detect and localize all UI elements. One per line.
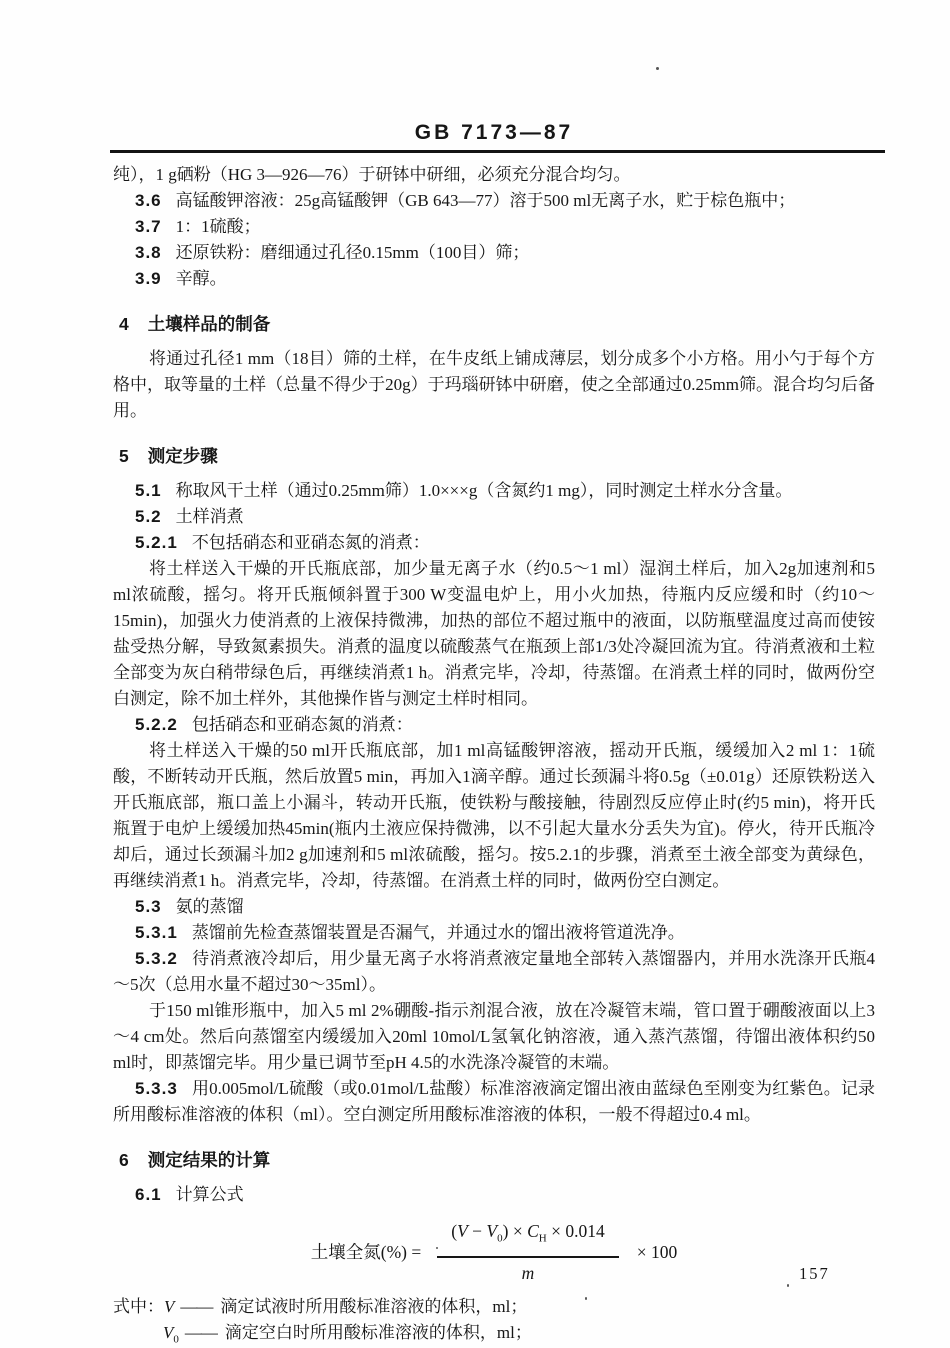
clause-5-2: [113, 504, 875, 530]
clause-text: 辛醇。: [175, 269, 227, 288]
definition-dash: ——: [180, 1296, 213, 1316]
formula-var-m: m: [521, 1262, 535, 1283]
formula-sub-h: H: [538, 1232, 547, 1245]
clause-5-2-2: [113, 712, 875, 738]
clause-number: 3.7: [135, 217, 162, 236]
clause-3-6: [113, 188, 875, 214]
clause-text: 称取风干土样（通过0.25mm筛）1.0×××g（含氮约1 mg），同时测定土样水分含量。: [175, 481, 793, 500]
section-number: 6: [119, 1150, 130, 1170]
formula-sub-0: 0: [497, 1232, 503, 1245]
scan-speck: [585, 1297, 587, 1300]
section-number: 4: [119, 314, 130, 334]
page-number: 157: [799, 1264, 830, 1283]
definition-v0: [163, 1320, 875, 1348]
clause-text: 包括硝态和亚硝态氮的消煮：: [191, 715, 413, 734]
formula-denominator: [437, 1258, 618, 1286]
section-4-heading: [113, 311, 875, 337]
definition-text: 滴定试液时所用酸标准溶液的体积，ml；: [220, 1296, 528, 1316]
clause-number: 5.3.3: [135, 1079, 178, 1098]
clause-number: 3.8: [135, 243, 162, 262]
clause-5-3-3: [113, 1076, 875, 1128]
formula-minus: −: [467, 1221, 487, 1241]
symbol-sub-0: 0: [173, 1332, 179, 1345]
formula-numerator: [437, 1218, 618, 1258]
clause-6-1: [113, 1182, 875, 1208]
formula-multiplier: × 100: [636, 1241, 678, 1262]
definition-dash: ——: [184, 1322, 217, 1342]
scan-speck: [787, 1284, 789, 1287]
clause-number: 5.3.1: [135, 923, 178, 942]
clause-number: 5.3.2: [135, 949, 178, 968]
clause-text: 还原铁粉：磨细通过孔径0.15mm（100目）筛；: [175, 243, 530, 262]
clause-text: 计算公式: [175, 1185, 244, 1204]
clause-text: 不包括硝态和亚硝态氮的消煮：: [191, 533, 430, 552]
clause-number: 5.2: [135, 507, 162, 526]
total-nitrogen-formula: [113, 1218, 875, 1286]
symbol-v0: V: [163, 1322, 174, 1342]
clause-5-3-2-paragraph: 于150 ml锥形瓶中，加入5 ml 2%硼酸-指示剂混合液，放在冷凝管末端，管口置于硼酸液面以上3～4 cm处。然后向蒸馏室内缓缓加入20ml 10mol/L氢氧化钠溶液，通入蒸汽蒸馏，待馏出液体积约50 ml时，即蒸馏完毕。用少量已调节至pH 4.5的水洗涤冷凝管的末端。: [113, 1001, 875, 1072]
formula-var-v: V: [457, 1221, 468, 1241]
clause-5-3: [113, 894, 875, 920]
clause-5-2-1: [113, 530, 875, 556]
clause-number: 5.3: [135, 897, 162, 916]
formula-var-c: C: [527, 1221, 539, 1241]
clause-text: 土样消煮: [175, 507, 244, 526]
formula-paren: (: [451, 1221, 458, 1241]
clause-number: 5.1: [135, 481, 162, 500]
formula-times: ) ×: [502, 1221, 528, 1241]
formula-constant: × 0.014: [546, 1221, 605, 1241]
clause-number: 3.9: [135, 269, 162, 288]
clause-5-2-2-paragraph: 将土样送入干燥的50 ml开氏瓶底部，加1 ml高锰酸钾溶液，摇动开氏瓶，缓缓加入2 ml 1：1硫酸，不断转动开氏瓶，然后放置5 min，再加入1滴辛醇。通过长颈漏斗将0.5g（±0.01g）还原铁粉送入开氏瓶底部，瓶口盖上小漏斗，转动开氏瓶，使铁粉与酸接触，待剧烈反应停止时(约5 min)，将开氏瓶置于电炉上缓缓加热45min(瓶内土液应保持微沸，以不引起大量水分丢失为宜)。停火，待开氏瓶冷却后，通过长颈漏斗加2 g加速剂和5 ml浓硫酸，摇匀。按5.2.1的步骤，消煮至土液全部变为黄绿色，再继续消煮1 h。消煮完毕，冷却，待蒸馏。在消煮土样的同时，做两份空白测定。: [113, 741, 875, 890]
formula-var-v0: V: [486, 1221, 498, 1241]
section-5-heading: [113, 443, 875, 469]
clause-text: 待消煮液冷却后，用少量无离子水将消煮液定量地全部转入蒸馏器内，并用水洗涤开氏瓶4～5次（总用水量不超过30～35ml）。: [113, 949, 875, 994]
document-body: [113, 162, 875, 1348]
clause-number: 3.6: [135, 191, 162, 210]
section-4-paragraph: 将通过孔径1 mm（18目）筛的土样，在牛皮纸上铺成薄层，划分成多个小方格。用小勺于每个方格中，取等量的土样（总量不得少于20g）于玛瑙研钵中研磨，使之全部通过0.25mm筛。混合均匀后备用。: [113, 349, 875, 420]
clause-5-1: [113, 478, 875, 504]
clause-3-7: [113, 214, 875, 240]
clause-text: 高锰酸钾溶液：25g高锰酸钾（GB 643—77）溶于500 ml无离子水，贮于棕色瓶中；: [175, 191, 796, 210]
clause-text: 氨的蒸馏: [175, 897, 244, 916]
scan-speck: [436, 1247, 438, 1249]
clause-text: 用0.005mol/L硫酸（或0.01mol/L盐酸）标准溶液滴定馏出液由蓝绿色至刚变为红紫色。记录所用酸标准溶液的体积（ml）。空白测定所用酸标准溶液的体积，一般不得超过0.4 ml。: [113, 1079, 875, 1124]
clause-number: 5.2.1: [135, 533, 178, 552]
section-6-heading: [113, 1147, 875, 1173]
clause-5-2-1-paragraph: 将土样送入干燥的开氏瓶底部，加少量无离子水（约0.5～1 ml）湿润土样后，加入2g加速剂和5 ml浓硫酸，摇匀。将开氏瓶倾斜置于300 W变温电炉上，用小火加热，待瓶内反应缓和时（约10～15min)，加强火力使消煮的上液保持微沸，加热的部位不超过瓶中的液面，以防瓶壁温度过高而使铵盐受热分解，导致氮素损失。消煮的温度以硫酸蒸气在瓶颈上部1/3处冷凝回流为宜。待消煮液和土粒全部变为灰白稍带绿色后，再继续消煮1 h。消煮完毕，冷却，待蒸馏。在消煮土样的同时，做两份空白测定，除不加土样外，其他操作皆与测定土样时相同。: [113, 559, 875, 708]
clause-3-9: [113, 266, 875, 292]
symbol-v: V: [164, 1296, 175, 1316]
header-rule: [110, 150, 885, 153]
clause-5-3-1: [113, 920, 875, 946]
clause-number: 5.2.2: [135, 715, 178, 734]
standard-number: GB 7173—87: [414, 121, 574, 144]
section-title: 测定步骤: [147, 446, 218, 466]
clause-text: 蒸馏前先检查蒸馏装置是否漏气，并通过水的馏出液将管道洗净。: [191, 923, 685, 942]
clause-text: 1：1硫酸；: [175, 217, 261, 236]
intro-continuation-line: 纯），1 g硒粉（HG 3—926—76）于研钵中研细，必须充分混合均匀。: [113, 165, 631, 184]
definition-v: [113, 1294, 875, 1320]
clause-number: 6.1: [135, 1185, 162, 1204]
section-number: 5: [119, 446, 130, 466]
clause-5-3-2: [113, 946, 875, 998]
clause-3-8: [113, 240, 875, 266]
section-title: 测定结果的计算: [147, 1150, 271, 1170]
formula-fraction: [437, 1218, 618, 1286]
formula-lhs: 土壤全氮(%) =: [310, 1241, 422, 1262]
section-title: 土壤样品的制备: [147, 314, 271, 334]
definition-prefix: 式中：: [113, 1296, 164, 1316]
definition-text: 滴定空白时所用酸标准溶液的体积，ml；: [224, 1322, 532, 1342]
scan-speck: [656, 67, 659, 70]
